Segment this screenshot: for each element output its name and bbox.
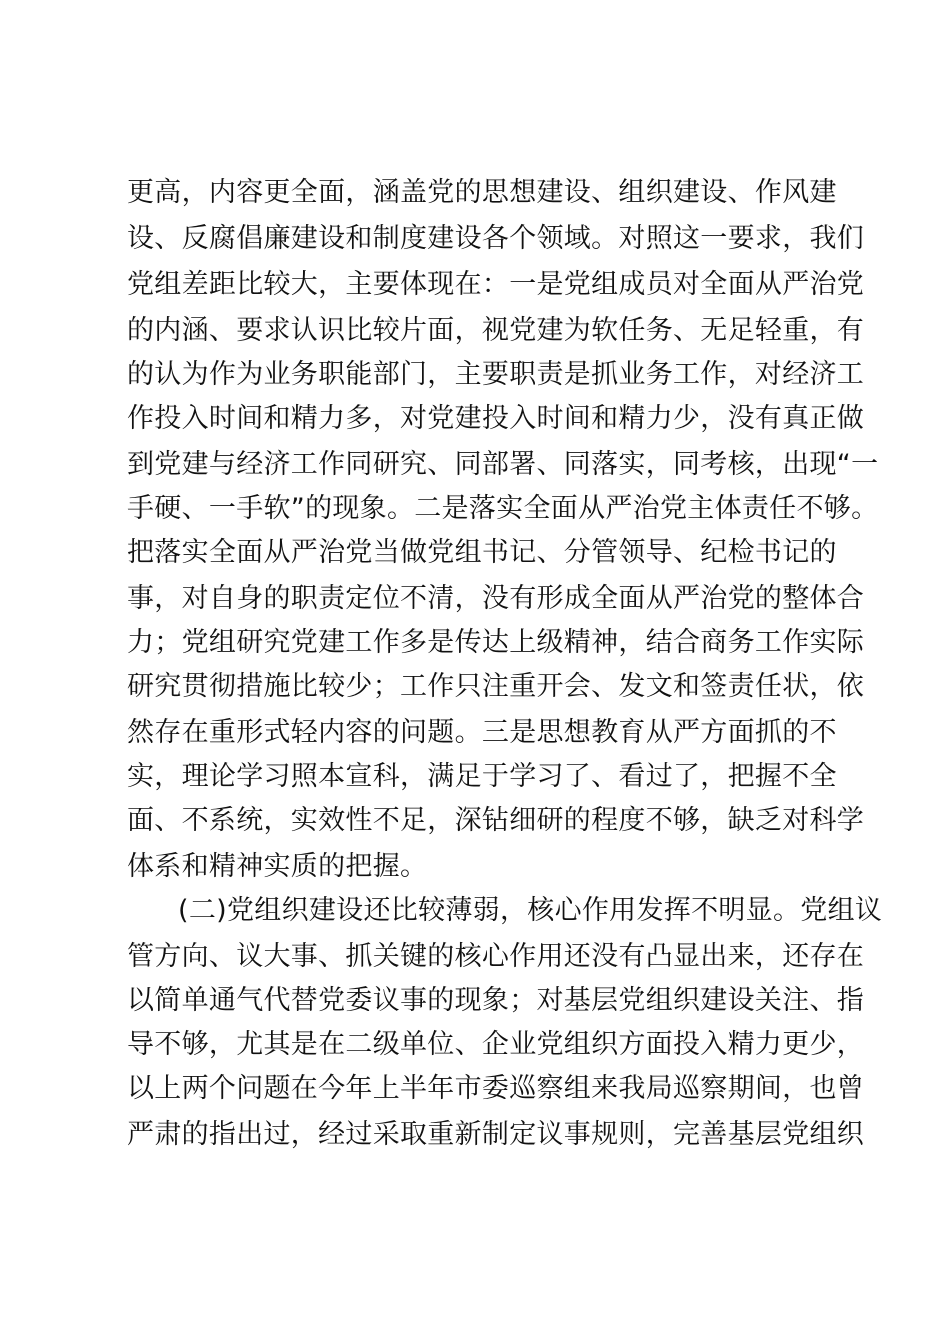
- text-line-6: 作投入时间和精力多，对党建投入时间和精力少，没有真正做: [127, 403, 865, 434]
- text-line-11: 力；党组研究党建工作多是传达上级精神，结合商务工作实际: [127, 627, 865, 658]
- text-line-15: 面、不系统，实效性不足，深钻细研的程度不够，缺乏对科学: [127, 805, 865, 836]
- text-line-10: 事，对自身的职责定位不清，没有形成全面从严治党的整体合: [127, 583, 865, 614]
- text-line-5: 的认为作为业务职能部门，主要职责是抓业务工作，对经济工: [127, 359, 865, 390]
- text-line-14: 实，理论学习照本宣科，满足于学习了、看过了，把握不全: [127, 761, 837, 792]
- text-line-4: 的内涵、要求认识比较片面，视党建为软任务、无足轻重，有: [127, 315, 865, 346]
- text-line-22: 严肃的指出过，经过采取重新制定议事规则，完善基层党组织: [127, 1119, 865, 1150]
- text-line-1: 更高，内容更全面，涵盖党的思想建设、组织建设、作风建: [127, 177, 837, 208]
- text-line-16: 体系和精神实质的把握。: [127, 851, 428, 882]
- text-line-21: 以上两个问题在今年上半年市委巡察组来我局巡察期间，也曾: [127, 1073, 865, 1104]
- text-line-19: 以简单通气代替党委议事的现象；对基层党组织建设关注、指: [127, 985, 865, 1016]
- text-line-12: 研究贯彻措施比较少；工作只注重开会、发文和签责任状，依: [127, 671, 865, 702]
- text-line-8: 手硬、一手软”的现象。二是落实全面从严治党主体责任不够。: [127, 493, 879, 524]
- text-line-13: 然存在重形式轻内容的问题。三是思想教育从严方面抓的不: [127, 717, 837, 748]
- text-line-20: 导不够，尤其是在二级单位、企业党组织方面投入精力更少，: [127, 1029, 865, 1060]
- section-heading-line: (二)党组织建设还比较薄弱，核心作用发挥不明显。党组议: [178, 895, 883, 926]
- text-line-3: 党组差距比较大，主要体现在：一是党组成员对全面从严治党: [127, 269, 865, 300]
- text-line-2: 设、反腐倡廉建设和制度建设各个领域。对照这一要求，我们: [127, 223, 865, 254]
- text-line-7: 到党建与经济工作同研究、同部署、同落实，同考核，出现“一: [127, 449, 879, 480]
- text-line-18: 管方向、议大事、抓关键的核心作用还没有凸显出来，还存在: [127, 941, 865, 972]
- text-line-9: 把落实全面从严治党当做党组书记、分管领导、纪检书记的: [127, 537, 837, 568]
